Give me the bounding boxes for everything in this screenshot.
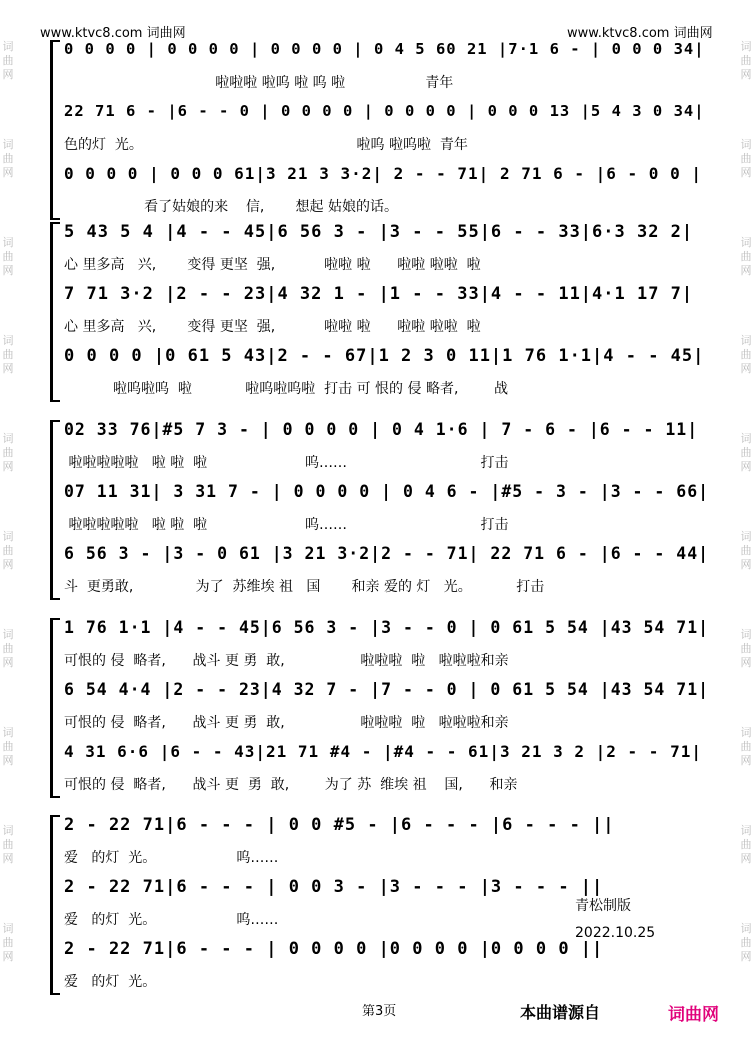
- side-watermark-glyph: 网: [2, 754, 14, 767]
- side-watermark-glyph: 词: [2, 530, 14, 543]
- jianpu-notes: 0 0 0 0 | 0 0 0 0 | 0 0 0 0 | 0 4 5 60 21 |7·1 6 - | 0 0 0 34|: [64, 40, 705, 58]
- side-watermark-glyph: 曲: [2, 348, 14, 361]
- side-watermark-glyph: 曲: [2, 152, 14, 165]
- side-watermark-glyph: 词: [2, 334, 14, 347]
- side-watermark-glyph: 词: [2, 138, 14, 151]
- side-watermark-glyph: 网: [2, 852, 14, 865]
- voice-part: [64, 482, 710, 542]
- side-watermark-left: [0, 0, 16, 1045]
- side-watermark-glyph: 网: [740, 558, 752, 571]
- jianpu-notes: 22 71 6 - |6 - - 0 | 0 0 0 0 | 0 0 0 0 | 0 0 0 13 |5 4 3 0 34|: [64, 102, 705, 120]
- side-watermark-glyph: 词: [2, 40, 14, 53]
- side-watermark-glyph: 网: [2, 362, 14, 375]
- side-watermark-glyph: 曲: [740, 54, 752, 67]
- voice-part: [64, 420, 710, 480]
- voice-part: [64, 939, 710, 999]
- side-watermark-glyph: 曲: [740, 348, 752, 361]
- source-label: 本曲谱源自: [520, 1003, 601, 1022]
- side-watermark-glyph: 词: [2, 432, 14, 445]
- jianpu-notes: 0 0 0 0 |0 61 5 43|2 - - 67|1 2 3 0 11|1 76 1·1|4 - - 45|: [64, 346, 705, 366]
- side-watermark-glyph: 网: [740, 852, 752, 865]
- jianpu-notes: 02 33 76|#5 7 3 - | 0 0 0 0 | 0 4 1·6 | 7 - 6 - |6 - - 11|: [64, 420, 699, 439]
- side-watermark-glyph: 词: [2, 236, 14, 249]
- side-watermark-glyph: 曲: [2, 54, 14, 67]
- system-bracket: [50, 420, 60, 600]
- side-watermark-glyph: 曲: [740, 250, 752, 263]
- lyrics-line: 啦啦啦啦啦 啦 啦 啦 呜…… 打击: [64, 455, 509, 471]
- arranger-credit: 青松制版: [575, 898, 631, 914]
- voice-part: [64, 40, 710, 100]
- side-watermark-glyph: 词: [740, 236, 752, 249]
- side-watermark-glyph: 网: [740, 68, 752, 81]
- lyrics-line: 啦呜啦呜 啦 啦呜啦呜啦 打击 可 恨的 侵 略者, 战: [64, 381, 509, 397]
- arrangement-date: 2022.10.25: [575, 925, 656, 941]
- lyrics-line: 可恨的 侵 略者, 战斗 更 勇 敢, 为了 苏 维埃 祖 国, 和亲: [64, 777, 518, 793]
- side-watermark-glyph: 曲: [2, 250, 14, 263]
- side-watermark-glyph: 曲: [2, 544, 14, 557]
- side-watermark-glyph: 词: [2, 628, 14, 641]
- side-watermark-glyph: 曲: [740, 642, 752, 655]
- score-system: [50, 618, 710, 798]
- lyrics-line: 斗 更勇敢, 为了 苏维埃 祖 国 和亲 爱的 灯 光。 打击: [64, 579, 545, 595]
- side-watermark-glyph: 曲: [2, 740, 14, 753]
- lyrics-line: 色的灯 光。 啦呜 啦呜啦 青年: [64, 137, 468, 153]
- side-watermark-glyph: 词: [740, 628, 752, 641]
- score-system: [50, 222, 710, 402]
- system-bracket: [50, 815, 60, 995]
- side-watermark-glyph: 网: [740, 950, 752, 963]
- side-watermark-glyph: 词: [740, 138, 752, 151]
- jianpu-notes: 7 71 3·2 |2 - - 23|4 32 1 - |1 - - 33|4 - - 11|4·1 17 7|: [64, 284, 694, 304]
- lyrics-line: 看了姑娘的来 信, 想起 姑娘的话。: [64, 199, 398, 215]
- lyrics-line: 可恨的 侵 略者, 战斗 更 勇 敢, 啦啦啦 啦 啦啦啦和亲: [64, 653, 509, 669]
- side-watermark-glyph: 曲: [2, 936, 14, 949]
- side-watermark-glyph: 网: [2, 950, 14, 963]
- lyrics-line: 爱 的灯 光。: [64, 974, 157, 990]
- jianpu-notes: 0 0 0 0 | 0 0 0 61|3 21 3 3·2| 2 - - 71| 2 71 6 - |6 - 0 0 |: [64, 164, 702, 183]
- voice-part: [64, 742, 710, 802]
- side-watermark-glyph: 曲: [740, 936, 752, 949]
- side-watermark-glyph: 曲: [740, 740, 752, 753]
- jianpu-notes: 2 - 22 71|6 - - - | 0 0 3 - |3 - - - |3 - - - ||: [64, 877, 604, 897]
- side-watermark-glyph: 网: [2, 558, 14, 571]
- lyrics-line: 心 里多高 兴, 变得 更坚 强, 啦啦 啦 啦啦 啦啦 啦: [64, 257, 481, 273]
- side-watermark-glyph: 网: [740, 166, 752, 179]
- jianpu-notes: 1 76 1·1 |4 - - 45|6 56 3 - |3 - - 0 | 0 61 5 54 |43 54 71|: [64, 618, 710, 637]
- jianpu-notes: 6 56 3 - |3 - 0 61 |3 21 3·2|2 - - 71| 22 71 6 - |6 - - 44|: [64, 544, 710, 563]
- side-watermark-glyph: 曲: [740, 838, 752, 851]
- page-number: 第3页: [362, 1004, 397, 1019]
- side-watermark-glyph: 词: [2, 824, 14, 837]
- jianpu-notes: 2 - 22 71|6 - - - | 0 0 #5 - |6 - - - |6 - - - ||: [64, 815, 615, 835]
- voice-part: [64, 164, 710, 224]
- system-bracket: [50, 222, 60, 402]
- lyrics-line: 爱 的灯 光。 呜……: [64, 912, 279, 928]
- jianpu-notes: 4 31 6·6 |6 - - 43|21 71 #4 - |#4 - - 61|3 21 3 2 |2 - - 71|: [64, 742, 702, 761]
- side-watermark-glyph: 词: [2, 922, 14, 935]
- side-watermark-glyph: 曲: [2, 642, 14, 655]
- side-watermark-glyph: 曲: [740, 446, 752, 459]
- voice-part: [64, 544, 710, 604]
- jianpu-notes: 5 43 5 4 |4 - - 45|6 56 3 - |3 - - 55|6 - - 33|6·3 32 2|: [64, 222, 694, 242]
- side-watermark-glyph: 网: [740, 264, 752, 277]
- watermark-top-right: www.ktvc8.com 词曲网: [567, 26, 713, 41]
- side-watermark-glyph: 网: [740, 656, 752, 669]
- side-watermark-glyph: 词: [740, 726, 752, 739]
- side-watermark-glyph: 网: [2, 166, 14, 179]
- jianpu-notes: 2 - 22 71|6 - - - | 0 0 0 0 |0 0 0 0 |0 0 0 0 ||: [64, 939, 604, 959]
- voice-part: [64, 102, 710, 162]
- system-bracket: [50, 618, 60, 798]
- brand-logo-text: 词曲网: [668, 1005, 719, 1025]
- side-watermark-glyph: 词: [740, 922, 752, 935]
- score-system: [50, 420, 710, 600]
- side-watermark-glyph: 网: [2, 264, 14, 277]
- side-watermark-glyph: 网: [740, 362, 752, 375]
- side-watermark-glyph: 网: [2, 68, 14, 81]
- voice-part: [64, 222, 710, 282]
- side-watermark-glyph: 词: [740, 530, 752, 543]
- voice-part: [64, 815, 710, 875]
- voice-part: [64, 284, 710, 344]
- side-watermark-glyph: 网: [740, 460, 752, 473]
- side-watermark-glyph: 曲: [740, 544, 752, 557]
- side-watermark-glyph: 词: [740, 40, 752, 53]
- voice-part: [64, 346, 710, 406]
- jianpu-notes: 6 54 4·4 |2 - - 23|4 32 7 - |7 - - 0 | 0 61 5 54 |43 54 71|: [64, 680, 710, 699]
- side-watermark-glyph: 词: [740, 824, 752, 837]
- lyrics-line: 爱 的灯 光。 呜……: [64, 850, 279, 866]
- side-watermark-glyph: 曲: [740, 152, 752, 165]
- side-watermark-glyph: 曲: [2, 838, 14, 851]
- voice-part: [64, 618, 710, 678]
- side-watermark-glyph: 词: [740, 334, 752, 347]
- side-watermark-glyph: 网: [2, 656, 14, 669]
- lyrics-line: 可恨的 侵 略者, 战斗 更 勇 敢, 啦啦啦 啦 啦啦啦和亲: [64, 715, 509, 731]
- side-watermark-glyph: 词: [2, 726, 14, 739]
- jianpu-notes: 07 11 31| 3 31 7 - | 0 0 0 0 | 0 4 6 - |#5 - 3 - |3 - - 66|: [64, 482, 710, 501]
- side-watermark-right: [738, 0, 754, 1045]
- side-watermark-glyph: 网: [740, 754, 752, 767]
- score-system: [50, 40, 710, 220]
- lyrics-line: 心 里多高 兴, 变得 更坚 强, 啦啦 啦 啦啦 啦啦 啦: [64, 319, 481, 335]
- lyrics-line: 啦啦啦啦啦 啦 啦 啦 呜…… 打击: [64, 517, 509, 533]
- lyrics-line: 啦啦啦 啦呜 啦 呜 啦 青年: [64, 75, 454, 91]
- watermark-top-left: www.ktvc8.com 词曲网: [40, 26, 186, 41]
- side-watermark-glyph: 词: [740, 432, 752, 445]
- side-watermark-glyph: 网: [2, 460, 14, 473]
- side-watermark-glyph: 曲: [2, 446, 14, 459]
- voice-part: [64, 680, 710, 740]
- system-bracket: [50, 40, 60, 220]
